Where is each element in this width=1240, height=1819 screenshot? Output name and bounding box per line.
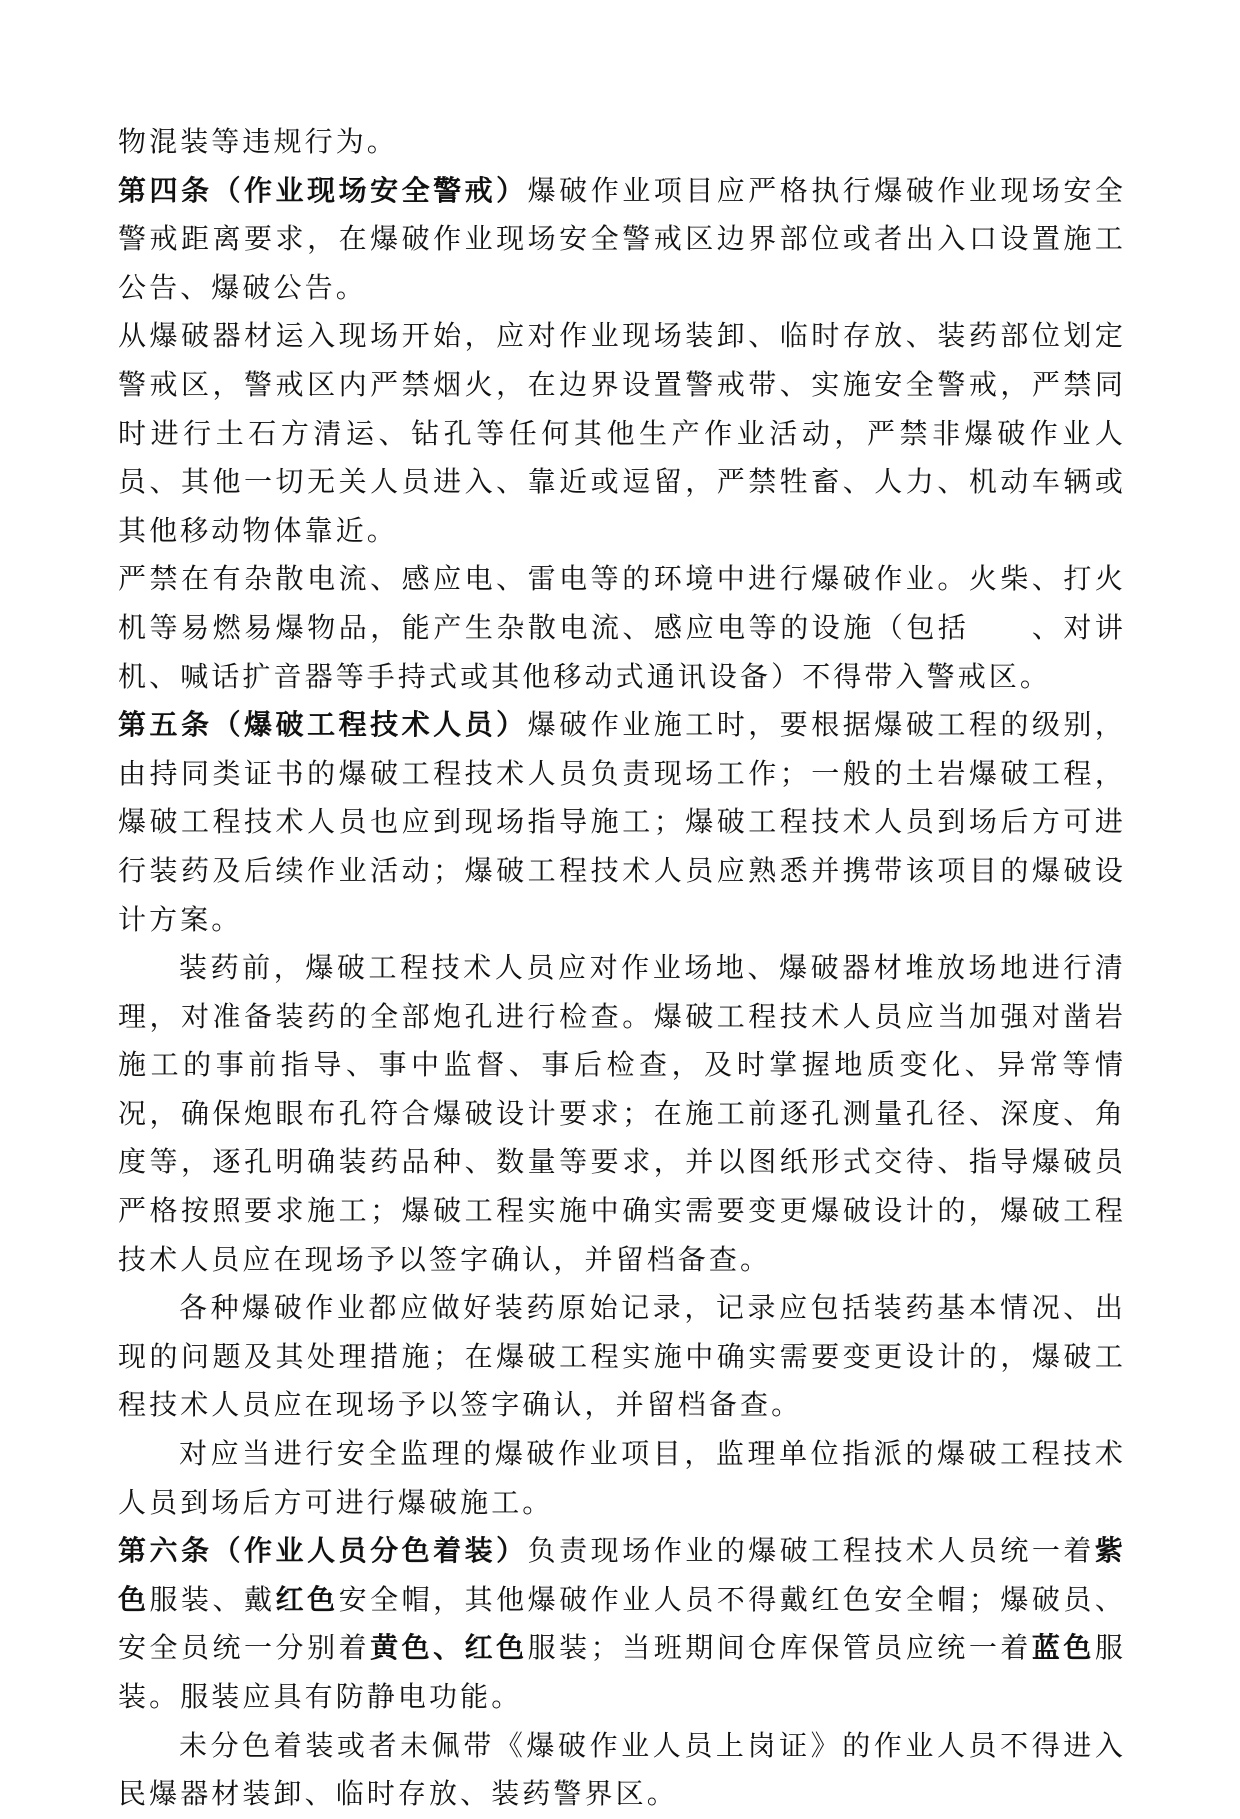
article-4-paragraph [118, 167, 1126, 313]
document-page [118, 118, 1126, 1819]
paragraph-continuation [118, 118, 1126, 167]
article-5-text: 爆破作业施工时，要根据爆破工程的级别，由持同类证书的爆破工程技术人员负责现场工作；一般的土岩爆破工程，爆破工程技术人员也应到现场指导施工；爆破工程技术人员到场后方可进行装药及后续作业活动；爆破工程技术人员应熟悉并携带该项目的爆破设计方案。 [118, 708, 1126, 936]
article-4-text: 爆破作业项目应严格执行爆破作业现场安全警戒距离要求，在爆破作业现场安全警戒区边界部位或者出入口设置施工公告、爆破公告。 [118, 173, 1126, 304]
charging-record-paragraph [118, 1284, 1126, 1430]
charging-preparation-paragraph [118, 944, 1126, 1284]
color-term-purple: 紫色 [118, 1534, 1126, 1616]
article-6-text: 负责现场作业的爆破工程技术人员统一着 [527, 1534, 1095, 1568]
article-6-text: 服装。服装应具有防静电功能。 [118, 1631, 1126, 1713]
article-6-text: 服装、戴 [149, 1582, 276, 1616]
paragraph-text: 各种爆破作业都应做好装药原始记录，记录应包括装药基本情况、出现的问题及其处理措施；在爆破工程实施中确实需要变更设计的，爆破工程技术人员应在现场予以签字确认，并留档备查。 [118, 1291, 1126, 1422]
paragraph-text-after-gap: 、对讲机、喊话扩音器等手持式或其他移动式通讯设备）不得带入警戒区。 [118, 610, 1126, 693]
article-5-paragraph [118, 701, 1126, 944]
paragraph-text: 物混装等违规行为。 [118, 125, 398, 158]
paragraph-text: 从爆破器材运入现场开始，应对作业现场装卸、临时存放、装药部位划定警戒区，警戒区内严禁烟火，在边界设置警戒带、实施安全警戒，严禁同时进行土石方清运、钻孔等任何其他生产作业活动，严禁非爆破作业人员、其他一切无关人员进入、靠近或逗留，严禁牲畜、人力、机动车辆或其他移动物体靠近。 [118, 319, 1126, 547]
color-term-yellow-red: 黄色、红色 [370, 1631, 528, 1665]
color-term-blue: 蓝色 [1031, 1631, 1095, 1665]
article-6-text: 服装；当班期间仓库保管员应统一着 [527, 1631, 1032, 1665]
article-4-heading: 第四条（作业现场安全警戒） [118, 173, 528, 207]
paragraph-text: 未分色着装或者未佩带《爆破作业人员上岗证》的作业人员不得进入民爆器材装卸、临时存放、装药警界区。 [118, 1728, 1126, 1811]
paragraph-text-before-gap: 严禁在有杂散电流、感应电、雷电等的环境中进行爆破作业。火柴、打火机等易燃易爆物品，能产生杂散电流、感应电等的设施（包括 [118, 562, 1126, 644]
stray-current-paragraph [118, 555, 1126, 701]
article-5-heading: 第五条（爆破工程技术人员） [118, 708, 528, 742]
article-6-heading: 第六条（作业人员分色着装） [118, 1534, 528, 1568]
paragraph-text: 对应当进行安全监理的爆破作业项目，监理单位指派的爆破工程技术人员到场后方可进行爆破施工。 [118, 1437, 1126, 1519]
supervision-paragraph [118, 1430, 1126, 1527]
color-term-red: 红色 [275, 1582, 339, 1616]
paragraph-text: 装药前，爆破工程技术人员应对作业场地、爆破器材堆放场地进行清理，对准备装药的全部炮孔进行检查。爆破工程技术人员应当加强对凿岩施工的事前指导、事中监督、事后检查，及时掌握地质变化、异常等情况，确保炮眼布孔符合爆破设计要求；在施工前逐孔测量孔径、深度、角度等，逐孔明确装药品种、数量等要求，并以图纸形式交待、指导爆破员严格按照要求施工；爆破工程实施中确实需要变更爆破设计的，爆破工程技术人员应在现场予以签字确认，并留档备查。 [118, 951, 1126, 1276]
dress-code-penalty-paragraph [118, 1722, 1126, 1819]
article-6-text: 安全帽，其他爆破作业人员不得戴红色安全帽；爆破员、安全员统一分别着 [118, 1582, 1126, 1665]
article-6-paragraph [118, 1527, 1126, 1721]
warning-zone-paragraph [118, 312, 1126, 555]
